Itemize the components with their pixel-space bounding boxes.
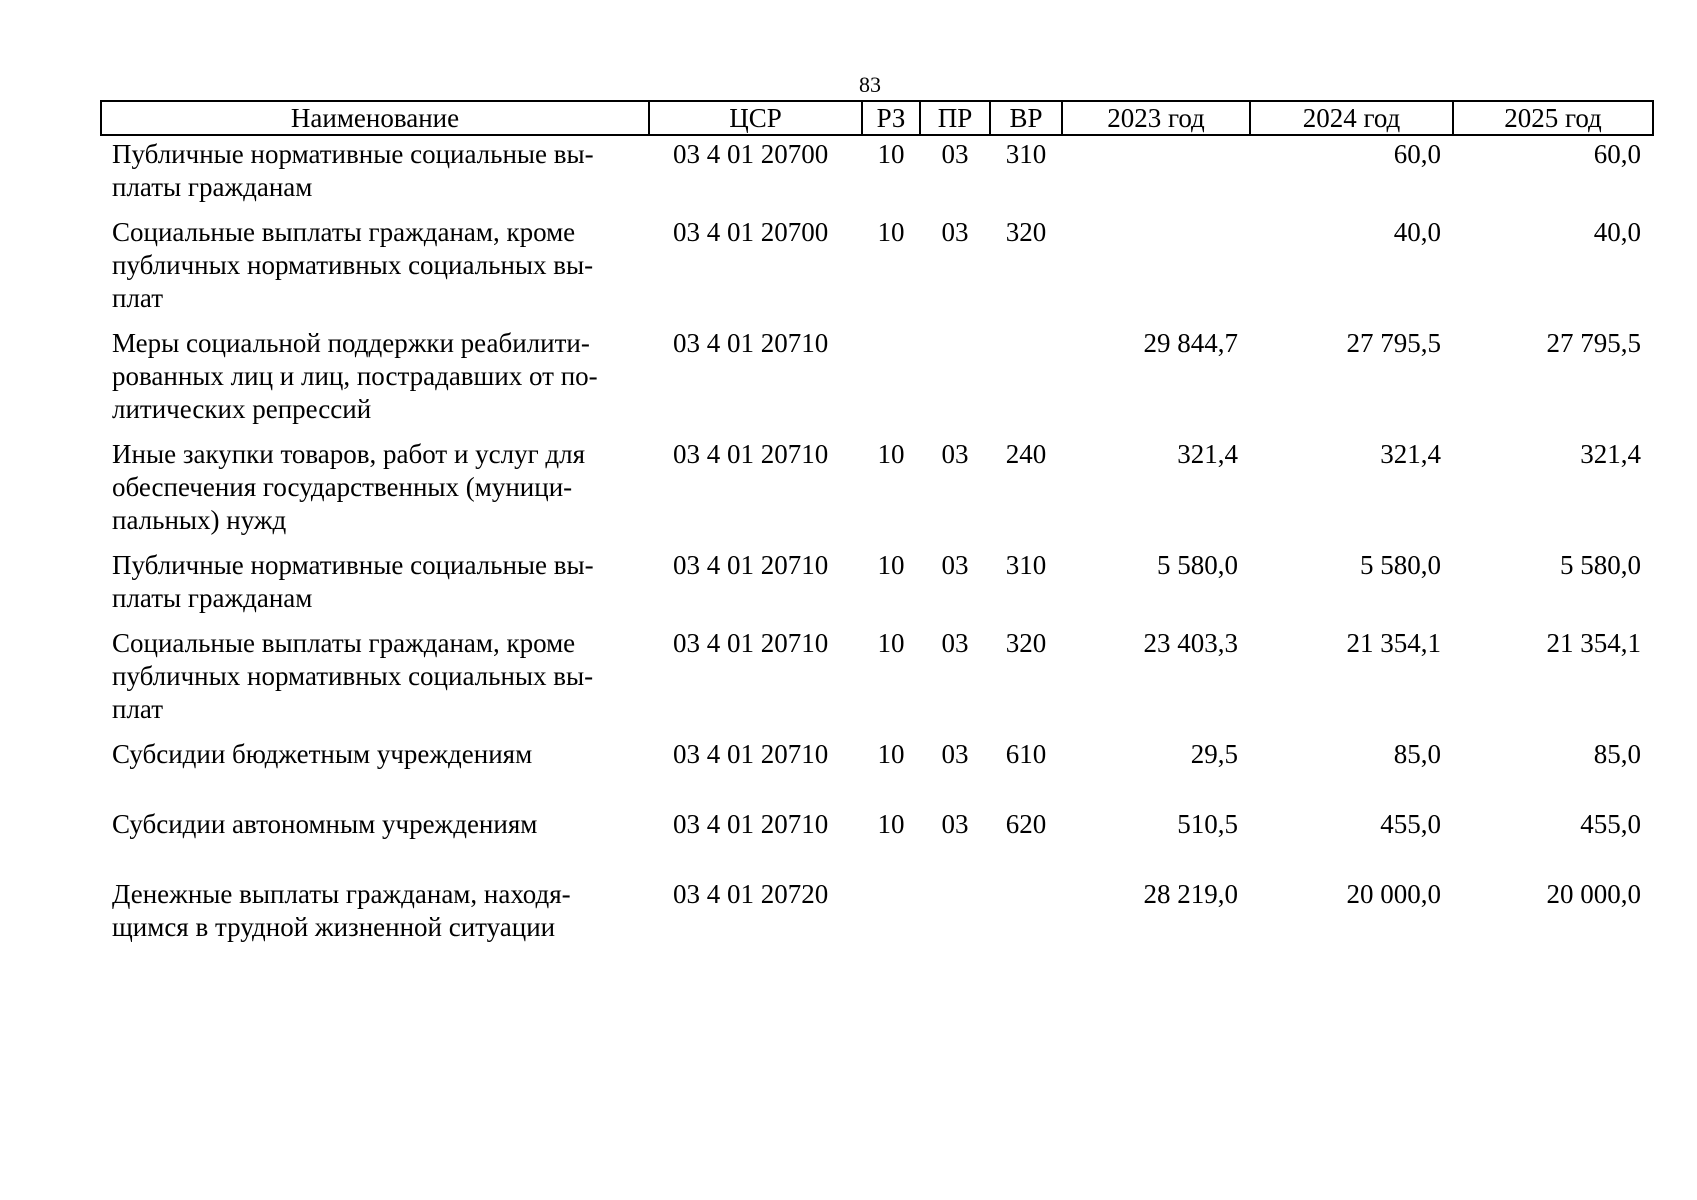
cell-2023: 28 219,0 (1143, 879, 1238, 909)
cell-name-line: платы гражданам (112, 583, 313, 613)
cell-name-line: рованных лиц и лиц, пострадавших от по- (112, 361, 598, 391)
cell-name-line: Денежные выплаты гражданам, находя- (112, 879, 571, 909)
cell-vr: 610 (1005, 739, 1047, 769)
cell-name (101, 736, 649, 806)
cell-csr: 03 4 01 20710 (673, 328, 829, 358)
cell-pr (920, 876, 990, 954)
cell-name-line: Социальные выплаты гражданам, кроме (112, 628, 576, 658)
cell-name (101, 214, 649, 325)
cell-rz: 10 (877, 439, 905, 469)
cell-2023: 29 844,7 (1143, 328, 1238, 358)
cell-csr: 03 4 01 20700 (673, 139, 829, 169)
table-row (101, 806, 1653, 876)
cell-csr: 03 4 01 20700 (673, 217, 829, 247)
header-2023: 2023 год (1062, 101, 1250, 135)
cell-name (101, 547, 649, 625)
cell-2025: 455,0 (1580, 809, 1641, 839)
cell-2023: 29,5 (1190, 739, 1238, 769)
cell-name-line: плат (112, 283, 164, 313)
page-number: 83 (859, 72, 881, 97)
table-body (101, 135, 1653, 954)
cell-name (101, 876, 649, 954)
cell-pr: 03 (941, 628, 969, 658)
cell-pr: 03 (941, 550, 969, 580)
cell-vr: 310 (1005, 139, 1047, 169)
header-csr: ЦСР (649, 101, 862, 135)
budget-table (100, 100, 1654, 954)
cell-vr: 320 (1005, 217, 1047, 247)
cell-csr: 03 4 01 20710 (673, 739, 829, 769)
cell-name (101, 325, 649, 436)
header-name: Наименование (101, 101, 649, 135)
cell-name (101, 135, 649, 214)
cell-2025: 40,0 (1593, 217, 1641, 247)
table-row (101, 625, 1653, 736)
cell-2025: 27 795,5 (1546, 328, 1641, 358)
cell-pr: 03 (941, 439, 969, 469)
cell-name-line: Публичные нормативные социальные вы- (112, 550, 594, 580)
cell-rz (862, 876, 920, 954)
cell-rz: 10 (877, 739, 905, 769)
cell-2023 (1062, 135, 1250, 214)
cell-vr (990, 325, 1062, 436)
cell-csr: 03 4 01 20720 (673, 879, 829, 909)
cell-name-line: Меры социальной поддержки реабилити- (112, 328, 590, 358)
header-pr: ПР (920, 101, 990, 135)
cell-2024: 5 580,0 (1360, 550, 1441, 580)
cell-name-line: Социальные выплаты гражданам, кроме (112, 217, 576, 247)
cell-rz: 10 (877, 550, 905, 580)
cell-vr: 240 (1005, 439, 1047, 469)
cell-2024: 20 000,0 (1346, 879, 1441, 909)
table-row (101, 135, 1653, 214)
cell-2023: 23 403,3 (1143, 628, 1238, 658)
cell-2024: 21 354,1 (1346, 628, 1441, 658)
cell-rz: 10 (877, 217, 905, 247)
table-row (101, 325, 1653, 436)
cell-2024: 60,0 (1393, 139, 1441, 169)
cell-2023: 510,5 (1177, 809, 1238, 839)
cell-vr: 310 (1005, 550, 1047, 580)
cell-name-line: литических репрессий (112, 394, 372, 424)
cell-name (101, 806, 649, 876)
cell-name-line: Публичные нормативные социальные вы- (112, 139, 594, 169)
cell-name (101, 625, 649, 736)
header-2025: 2025 год (1453, 101, 1653, 135)
header-vr: ВР (990, 101, 1062, 135)
cell-name-line: публичных нормативных социальных вы- (112, 661, 594, 691)
cell-2025: 321,4 (1580, 439, 1641, 469)
cell-2024: 85,0 (1393, 739, 1441, 769)
cell-2024: 321,4 (1380, 439, 1441, 469)
cell-name-line: плат (112, 694, 164, 724)
cell-name-line: обеспечения государственных (муници- (112, 472, 573, 502)
cell-rz (862, 325, 920, 436)
cell-name-line: Субсидии бюджетным учреждениям (112, 739, 533, 769)
cell-pr: 03 (941, 809, 969, 839)
cell-name-line: щимся в трудной жизненной ситуации (112, 912, 556, 942)
cell-2025: 21 354,1 (1546, 628, 1641, 658)
cell-2024: 27 795,5 (1346, 328, 1441, 358)
cell-pr (920, 325, 990, 436)
cell-csr: 03 4 01 20710 (673, 439, 829, 469)
cell-name-line: Иные закупки товаров, работ и услуг для (112, 439, 586, 469)
cell-pr: 03 (941, 139, 969, 169)
cell-2025: 85,0 (1593, 739, 1641, 769)
cell-csr: 03 4 01 20710 (673, 809, 829, 839)
cell-name-line: Субсидии автономным учреждениям (112, 809, 538, 839)
table-row (101, 436, 1653, 547)
cell-rz: 10 (877, 809, 905, 839)
cell-rz: 10 (877, 139, 905, 169)
header-row (101, 101, 1653, 135)
cell-vr: 620 (1005, 809, 1047, 839)
cell-name-line: публичных нормативных социальных вы- (112, 250, 594, 280)
cell-pr: 03 (941, 217, 969, 247)
cell-2025: 20 000,0 (1546, 879, 1641, 909)
cell-2023: 321,4 (1177, 439, 1238, 469)
cell-pr: 03 (941, 739, 969, 769)
cell-csr: 03 4 01 20710 (673, 628, 829, 658)
cell-vr: 320 (1005, 628, 1047, 658)
cell-2023 (1062, 214, 1250, 325)
cell-2025: 5 580,0 (1560, 550, 1641, 580)
cell-2025: 60,0 (1593, 139, 1641, 169)
header-rz: РЗ (862, 101, 920, 135)
cell-2024: 455,0 (1380, 809, 1441, 839)
table-row (101, 214, 1653, 325)
cell-rz: 10 (877, 628, 905, 658)
cell-name-line: пальных) нужд (112, 505, 287, 535)
table-row (101, 876, 1653, 954)
cell-name (101, 436, 649, 547)
cell-vr (990, 876, 1062, 954)
cell-2023: 5 580,0 (1157, 550, 1238, 580)
cell-name-line: платы гражданам (112, 172, 313, 202)
header-2024: 2024 год (1250, 101, 1453, 135)
cell-2024: 40,0 (1393, 217, 1441, 247)
table-row (101, 736, 1653, 806)
cell-csr: 03 4 01 20710 (673, 550, 829, 580)
table-row (101, 547, 1653, 625)
